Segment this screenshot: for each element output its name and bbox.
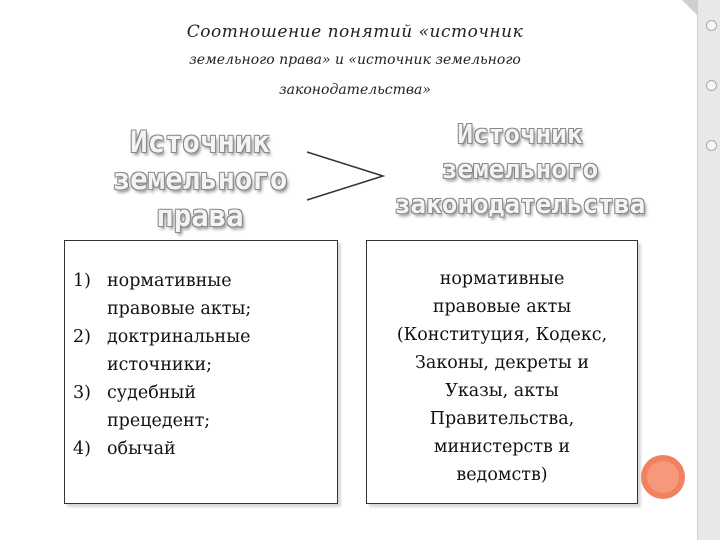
description-line: Правительства,: [429, 409, 575, 429]
list-item-text: обычай: [107, 439, 176, 459]
right-page-border: [697, 0, 720, 540]
list-item-number: 3): [73, 383, 91, 403]
right-heading-line: Источник: [457, 120, 583, 150]
description-line: ведомств): [456, 465, 548, 485]
page-corner-fold: [682, 0, 698, 16]
right-heading: [375, 118, 665, 223]
list-item-text: источники;: [107, 355, 213, 375]
sources-list: [65, 267, 333, 463]
description-line: Указы, акты: [445, 381, 559, 401]
left-heading: [90, 124, 310, 235]
left-heading-line: Источник: [130, 125, 270, 159]
description-line: министерств и: [433, 437, 571, 457]
slide-title-line-1: Соотношение понятий «источник: [186, 22, 524, 42]
right-content-box: [366, 240, 638, 504]
slide-title-line-2: земельного права» и «источник земельного: [189, 52, 521, 68]
binder-ring-icon: [706, 140, 717, 151]
description-line: Законы, декреты и: [415, 353, 589, 373]
description-line: правовые акты: [432, 297, 572, 317]
slide-title-line-3: законодательства»: [279, 82, 431, 98]
list-item-text: судебный: [107, 383, 197, 403]
decorative-circle-icon: [641, 455, 685, 499]
binder-ring-icon: [706, 20, 717, 31]
list-item: [65, 267, 333, 323]
left-content-box: [64, 240, 338, 504]
list-item-text: нормативные: [107, 271, 232, 291]
list-item-number: 4): [73, 439, 91, 459]
description-line: нормативные: [439, 269, 565, 289]
list-item-text: прецедент;: [107, 411, 211, 431]
left-heading-line: права: [156, 199, 244, 233]
right-heading-line: земельного: [441, 155, 599, 185]
list-item-number: 2): [73, 327, 91, 347]
list-item: [65, 435, 333, 463]
description-line: (Конституция, Кодекс,: [396, 325, 608, 345]
list-item: [65, 323, 333, 379]
list-item-text: правовые акты;: [107, 299, 252, 319]
binder-ring-icon: [706, 80, 717, 91]
legislation-description: [367, 265, 637, 489]
list-item-text: доктринальные: [107, 327, 251, 347]
left-heading-line: земельного: [112, 162, 288, 196]
list-item: [65, 379, 333, 435]
right-heading-line: законодательства: [394, 190, 646, 220]
list-item-number: 1): [73, 271, 91, 291]
